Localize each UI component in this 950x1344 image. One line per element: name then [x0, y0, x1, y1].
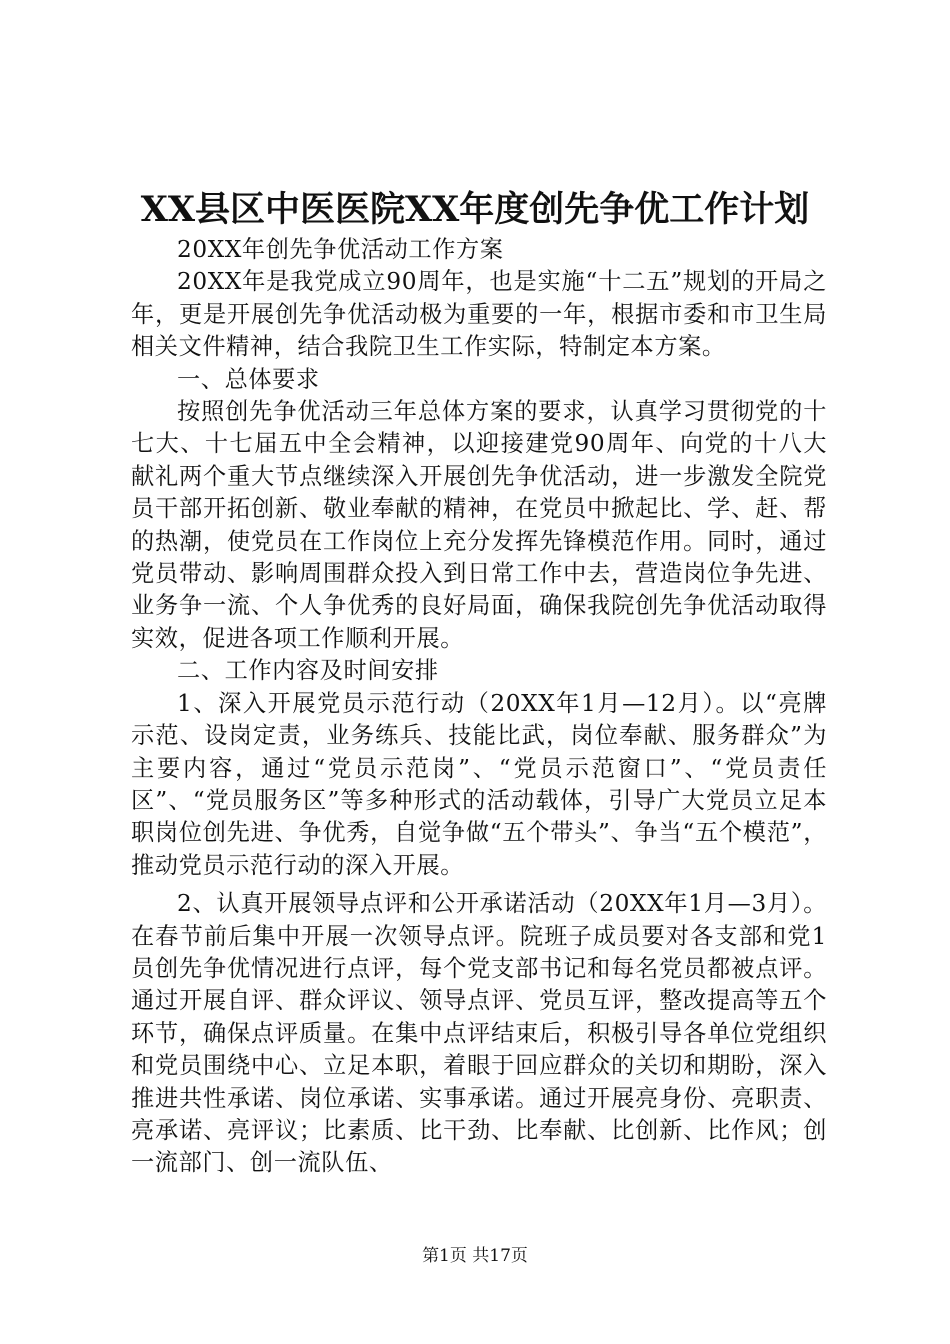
section-heading-general-requirements: 一、总体要求	[177, 365, 320, 393]
document-title: XX县区中医医院XX年度创先争优工作计划	[140, 189, 810, 230]
work-item-2-paragraph: 2、认真开展领导点评和公开承诺活动（20XX年1月—3月）。在春节前后集中开展一次领导点评。院班子成员要对各支部和党1员创先争优情况进行点评，每个党支部书记和每名党员都被点评。通过开展自评、群众评议、领导点评、党员互评，整改提高等五个环节，确保点评质量。在集中点评结束后，积极引导各单位党组织和党员围绕中心、立足本职，着眼于回应群众的关切和期盼，深入推进共性承诺、岗位承诺、实事承诺。通过开展亮身份、亮职责、亮承诺、亮评议；比素质、比干劲、比奉献、比创新、比作风；创一流部门、创一流队伍、	[131, 890, 827, 1177]
document-subtitle: 20XX年创先争优活动工作方案	[177, 236, 504, 263]
general-requirements-paragraph: 按照创先争优活动三年总体方案的要求，认真学习贯彻党的十七大、十七届五中全会精神，以迎接建党90周年、向党的十八大献礼两个重大节点继续深入开展创先争优活动，进一步激发全院党员干部开拓创新、敬业奉献的精神，在党员中掀起比、学、赶、帮的热潮，使党员在工作岗位上充分发挥先锋模范作用。同时，通过党员带动、影响周围群众投入到日常工作中去，营造岗位争先进、业务争一流、个人争优秀的良好局面，确保我院创先争优活动取得实效，促进各项工作顺利开展。	[131, 398, 827, 652]
work-item-1-paragraph: 1、深入开展党员示范行动（20XX年1月—12月）。以“亮牌示范、设岗定责，业务练兵、技能比武，岗位奉献、服务群众”为主要内容，通过“党员示范岗”、“党员示范窗口”、“党员责任区”、“党员服务区”等多种形式的活动载体，引导广大党员立足本职岗位创先进、争优秀，自觉争做“五个带头”、争当“五个模范”，推动党员示范行动的深入开展。	[131, 689, 827, 879]
page-number-footer: 第1页 共17页	[422, 1246, 528, 1266]
section-heading-work-content: 二、工作内容及时间安排	[177, 657, 439, 685]
document-body	[131, 234, 827, 1180]
intro-paragraph: 20XX年是我党成立90周年，也是实施“十二五”规划的开局之年，更是开展创先争优活动极为重要的一年，根据市委和市卫生局相关文件精神，结合我院卫生工作实际，特制定本方案。	[131, 268, 827, 361]
